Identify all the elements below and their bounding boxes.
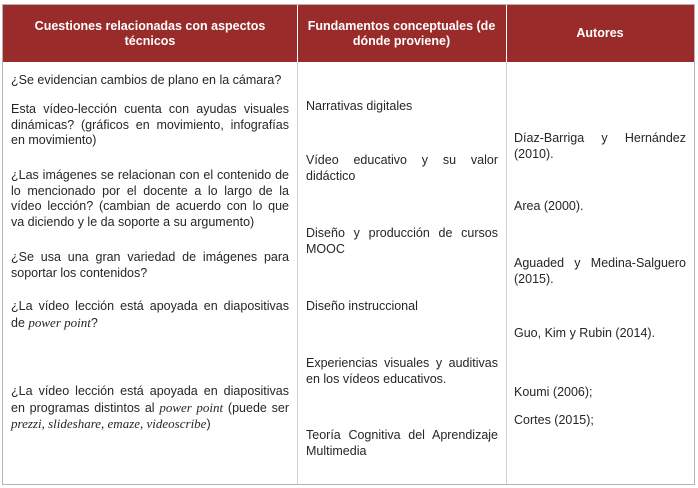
header-autores: Autores <box>576 26 624 40</box>
fundamento-item: Diseño y producción de cursos MOOC <box>306 226 498 256</box>
software-term: power point <box>159 399 224 415</box>
question-camera-shots: ¿Se evidencian cambios de plano en la cámara? <box>11 73 282 87</box>
author-item: Aguaded y Medina-Salguero (2015). <box>514 256 686 286</box>
header-fundamentos: Fundamentos conceptuales (de dónde proviene) <box>307 18 496 48</box>
question-end: ) <box>206 417 211 431</box>
question-images-content: ¿Las imágenes se relacionan con el contenido de lo mencionado por el docente a lo largo de la vídeo lección? (cambian de acuerdo con lo que va diciendo y le da soporte a su argumento) <box>11 168 289 229</box>
header-cuestiones: Cuestiones relacionadas con aspectos técnicos <box>34 18 266 48</box>
column-autores <box>506 62 694 484</box>
author-item: Koumi (2006); <box>514 385 593 399</box>
column-fundamentos <box>297 62 506 484</box>
table-header <box>3 5 694 62</box>
question-text: ¿La vídeo lección está apoyada en diapositivas de <box>11 299 289 330</box>
author-item: Area (2000). <box>514 199 584 213</box>
header-divider <box>297 5 298 62</box>
question-other-programs <box>11 384 289 433</box>
question-image-variety: ¿Se usa una gran variedad de imágenes para soportar los contenidos? <box>11 250 289 280</box>
question-visual-aids: Esta vídeo-lección cuenta con ayudas visuales dinámicas? (gráficos en movimiento, infografías en movimiento) <box>11 102 289 147</box>
question-text: ¿La vídeo lección está apoyada en diapositivas en programas distintos al <box>11 384 289 415</box>
author-item: Guo, Kim y Rubin (2014). <box>514 326 656 340</box>
column-cuestiones <box>3 62 297 484</box>
fundamento-item: Experiencias visuales y auditivas en los vídeos educativos. <box>306 356 498 386</box>
criteria-table <box>2 4 695 485</box>
fundamento-item: Teoría Cognitiva del Aprendizaje Multimedia <box>306 428 498 458</box>
question-power-point <box>11 299 289 331</box>
fundamento-item: Diseño instruccional <box>306 299 418 313</box>
fundamento-item: Vídeo educativo y su valor didáctico <box>306 153 498 183</box>
author-item: Cortes (2015); <box>514 413 594 427</box>
author-item: Díaz-Barriga y Hernández (2010). <box>514 131 686 161</box>
header-divider <box>506 5 507 62</box>
software-term: power point <box>28 314 91 330</box>
software-tools: prezzi, slideshare, emaze, videoscribe <box>11 416 207 431</box>
question-end: ? <box>90 315 98 330</box>
fundamento-item: Narrativas digitales <box>306 99 413 113</box>
question-text: (puede ser <box>227 400 289 415</box>
